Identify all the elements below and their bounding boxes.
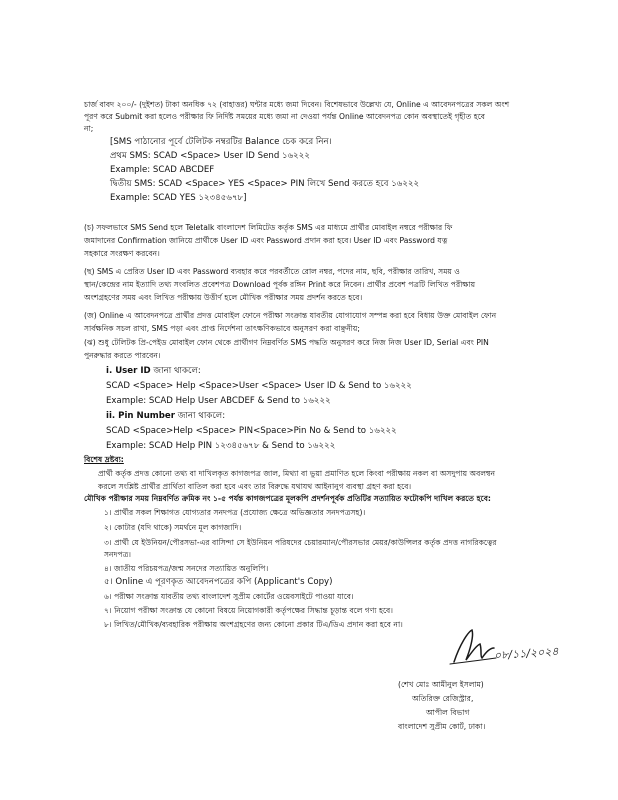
viva-item-6: ৬। পরীক্ষা সংক্রান্ত যাবতীয় তথ্য বাংলাদেশ সুপ্রীম কোর্টের ওয়েবসাইটে পাওয়া যাবে। [104, 592, 354, 601]
para-jh-line-1: (ঝ) শুধু টেলিটক প্রি-পেইড মোবাইল ফোন থেকে প্রার্থীগণ নিম্নবর্ণিত SMS পদ্ধতি অনুসরণ করে নিজ নিজ User ID, Serial এবং PIN [84, 338, 489, 347]
para-j-line-1: (জ) Online এ আবেদনপত্রে প্রার্থীর প্রদত্ত মোবাইল ফোনে পরীক্ষা সংক্রান্ত যাবতীয় যোগাযোগ সম্পন্ন করা হবে বিধায় উক্ত মোবাইল ফোন [84, 311, 497, 320]
viva-item-5: ৫। Online এ পূরণকৃত আবেদনপত্রের কপি (Applicant's Copy) [104, 577, 333, 587]
para-j-line-2: সার্বক্ষনিক সচল রাখা, SMS পড়া এবং প্রাপ্ত নির্দেশনা তাৎক্ষণিকভাবে অনুসরণ করা বাঞ্ছনীয়; [84, 324, 360, 333]
para-c-line-1: (চ) সফলভাবে SMS Send হলে Teletalk বাংলাদেশ লিমিটেড কর্তৃক SMS এর মাধ্যমে প্রার্থীর মোবাইল নম্বরে পরীক্ষার ফি [84, 223, 453, 232]
viva-item-3-cont: সনদপত্র। [104, 550, 131, 559]
signatory-name: (শেখ মোঃ আমীনুল ইসলাম) [398, 680, 484, 689]
viva-item-8: ৮। লিখিত/মৌখিক/ব্যবহারিক পরীক্ষায় অংশগ্রহণের জন্য কোনো প্রকার টিএ/ডিএ প্রদান করা হবে না। [104, 620, 403, 629]
viva-heading: মৌখিক পরীক্ষার সময় নিম্নবর্ণিত ক্রমিক নং ১-৫ পর্যন্ত কাগজপত্রের মূলকপি প্রদর্শনপূর্বক প্রতিটির সত্যায়িত ফটোকপি দাখিল করতে হবে: [84, 494, 491, 503]
recovery-pin-line: SCAD <Space>Help <Space> PIN<Space>Pin No & Send to ১৬২২২ [106, 426, 397, 436]
signatory-division: আপীল বিভাগ [426, 708, 470, 717]
recovery-pin-example: Example: SCAD Help PIN ১২৩৪৫৬৭৮ & Send to ১৬২২২ [106, 441, 336, 451]
recovery-pin-label: ii. Pin Number [106, 411, 175, 421]
para-c-line-3: সহকারে সংরক্ষণ করবেন। [84, 249, 160, 258]
signatory-court: বাংলাদেশ সুপ্রীম কোর্ট, ঢাকা। [398, 722, 486, 731]
recovery-user-id-line: SCAD <Space> Help <Space>User <Space> User ID & Send to ১৬২২২ [106, 381, 412, 391]
special-note-line-2: করলে সংশ্লিষ্ট প্রার্থীর প্রার্থিতা বাতিল করা হবে এবং তার বিরুদ্ধে যথাযথ আইনানুগ ব্যবস্থা গ্রহণ করা হবে। [98, 482, 412, 491]
sms-second-example: Example: SCAD YES ১২৩৪৫৬৭৮] [110, 193, 247, 203]
para-ch-line-2: স্থান/কেন্দ্রের নাম ইত্যাদি তথ্য সংবলিত প্রবেশপত্র Download পূর্বক রঙ্গিন Print করে নিবেন। প্রার্থীর প্রবেশ পত্রটি লিখিত পরীক্ষায় [84, 280, 476, 289]
para-jh-line-2: পুনরুদ্ধার করতে পারবেন। [84, 351, 161, 360]
viva-item-4: ৪। জাতীয় পরিচয়পত্র/জন্ম সনদের সত্যায়িত অনুলিপি। [104, 564, 269, 573]
intro-line-2: পূরণ করে Submit করা হলেও পরীক্ষার ফি নির্দিষ্ট সময়ের মধ্যে জমা না দেওয়া পর্যন্ত Online আবেদনপত্র কোন অবস্থাতেই গৃহীত হবে [84, 112, 485, 121]
sms-first: প্রথম SMS: SCAD <Space> User ID Send ১৬২২২ [110, 151, 310, 161]
intro-line-3: না; [84, 124, 94, 133]
sms-first-example: Example: SCAD ABCDEF [110, 165, 215, 175]
sms-second: দ্বিতীয় SMS: SCAD <Space> YES <Space> PIN লিখে Send করতে হবে ১৬২২২ [110, 179, 420, 189]
recovery-pin-suffix: জানা থাকলে: [175, 411, 226, 421]
recovery-user-id-label: i. User ID [106, 366, 151, 376]
special-note-line-1: প্রার্থী কর্তৃক প্রদত্ত কোনো তথ্য বা দাখিলকৃত কাগজপত্র জাল, মিথ্যা বা ভুয়া প্রমাণিত হলে কিংবা পরীক্ষায় নকল বা অসদুপায় অবলম্বন [98, 469, 496, 478]
sms-balance-note: [SMS পাঠানোর পূর্বে টেলিটক নম্বরটির Balance চেক করে নিন। [110, 137, 332, 147]
signatory-title: অতিরিক্ত রেজিস্ট্রার, [412, 694, 474, 703]
recovery-user-id-suffix: জানা থাকলে: [150, 366, 201, 376]
recovery-pin-heading [106, 411, 225, 422]
viva-item-7: ৭। নিয়োগ পরীক্ষা সংক্রান্ত যে কোনো বিষয়ে নিয়োগকারী কর্তৃপক্ষের সিদ্ধান্ত চূড়ান্ত বলে গণ্য হবে। [104, 606, 393, 615]
viva-item-1: ১। প্রার্থীর সকল শিক্ষাগত যোগ্যতার সনদপত্র (প্রযোজ্য ক্ষেত্রে অভিজ্ঞতার সনদপত্রসহ)। [104, 508, 366, 517]
signature-date: ০৮/১১/২০২৪ [493, 644, 559, 663]
para-ch-line-3: অংশগ্রহণের সময় এবং লিখিত পরীক্ষায় উত্তীর্ণ হলে মৌখিক পরীক্ষার সময় প্রদর্শন করতে হবে। [84, 293, 363, 302]
recovery-user-id-heading [106, 366, 201, 377]
recovery-user-id-example: Example: SCAD Help User ABCDEF & Send to ১৬২২২ [106, 396, 331, 406]
intro-line-1: চার্জ বাবদ ২০০/- (দুইশত) টাকা অনধিক ৭২ (বাহাত্তর) ঘন্টার মধ্যে জমা দিবেন। বিশেষভাবে উল্লেখ্য যে, Online এ আবেদনপত্রের সকল অংশ [84, 100, 510, 109]
para-c-line-2: জমাদানের Confirmation জানিয়ে প্রার্থীকে User ID এবং Password প্রদান করা হবে। User ID এবং Password যত্ন [84, 236, 448, 245]
viva-item-2: ২। কোটার (যদি থাকে) সমর্থনে মূল কাগজাদি। [104, 523, 242, 532]
viva-item-3: ৩। প্রার্থী যে ইউনিয়ন/পৌরসভা-এর বাসিন্দা সে ইউনিয়ন পরিষদের চেয়ারম্যান/পৌরসভার মেয়র/কাউন্সিলর কর্তৃক প্রদত্ত নাগরিকত্বের [104, 538, 497, 547]
para-ch-line-1: (ছ) SMS এ প্রেরিত User ID এবং Password ব্যবহার করে পরবর্তীতে রোল নম্বর, পদের নাম, ছবি, পরীক্ষার তারিখ, সময় ও [84, 267, 460, 276]
special-note-heading: বিশেষ দ্রষ্টব্য: [84, 455, 124, 464]
